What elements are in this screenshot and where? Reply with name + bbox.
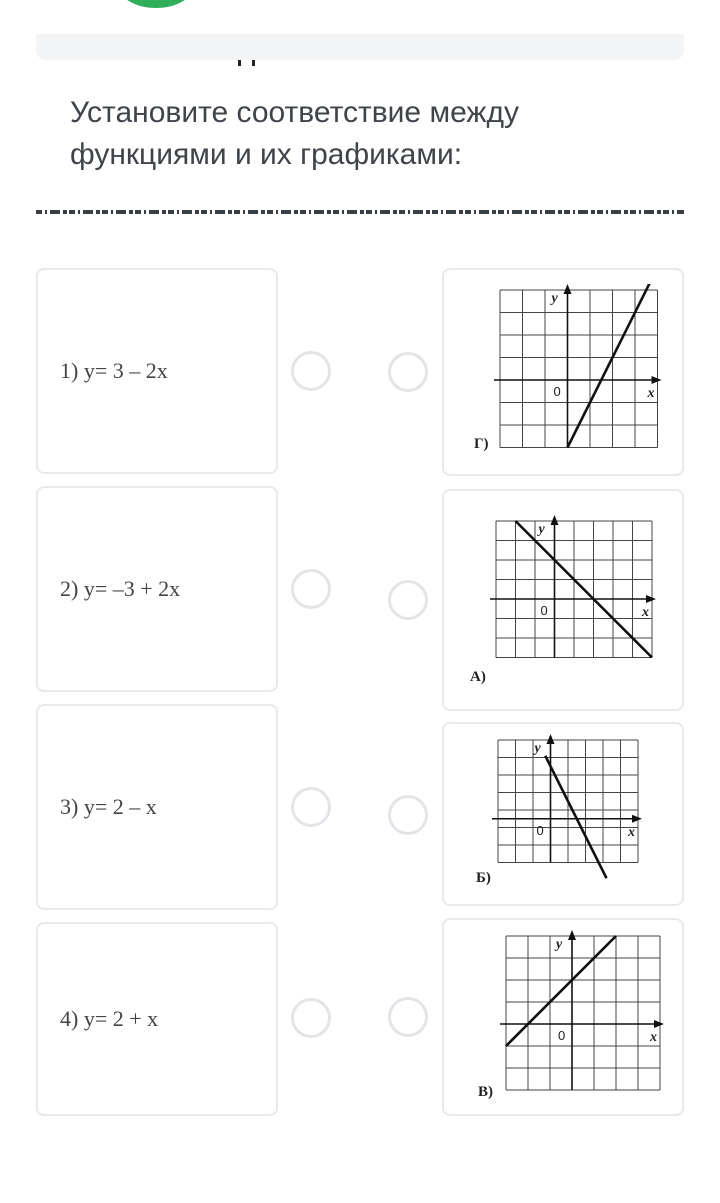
function-4-radio[interactable] [291, 998, 331, 1038]
origin-label: 0 [540, 603, 548, 618]
origin-label: 0 [553, 384, 561, 399]
y-axis-label: y [551, 291, 558, 306]
header-marks-icon [236, 60, 266, 70]
function-card-2[interactable] [36, 486, 278, 692]
graph-letter: Б) [476, 870, 491, 886]
graph-letter: Г) [474, 436, 489, 452]
function-3-radio[interactable] [291, 787, 331, 827]
graph-card-a[interactable] [442, 489, 684, 711]
function-label: 4) y= 2 + x [60, 1006, 159, 1031]
function-2-radio[interactable] [291, 569, 331, 609]
x-axis-label: x [642, 605, 649, 620]
graph-4-radio[interactable] [388, 997, 428, 1037]
graph-a [462, 515, 662, 690]
graph-letter: А) [470, 669, 486, 685]
graph-g [472, 284, 668, 464]
function-label: 1) y= 3 – 2x [60, 358, 168, 383]
graph-3-radio[interactable] [388, 795, 428, 835]
function-card-4[interactable] [36, 922, 278, 1116]
graph-b [470, 734, 666, 894]
graph-card-b[interactable] [442, 722, 684, 906]
dashed-divider [36, 208, 684, 216]
function-card-1[interactable] [36, 268, 278, 474]
avatar [118, 0, 194, 8]
graph-letter: В) [478, 1084, 493, 1100]
origin-label: 0 [558, 1028, 566, 1043]
origin-label: 0 [536, 822, 544, 838]
y-axis-label: y [538, 522, 545, 537]
page-title: Установите соответствие между функциями и их графиками: [70, 96, 519, 171]
y-axis-label: y [534, 741, 541, 756]
function-1-radio[interactable] [291, 351, 331, 391]
x-axis-label: x [650, 1030, 657, 1045]
y-axis-label: y [556, 937, 563, 952]
x-axis-label: x [647, 386, 655, 401]
graph-card-v[interactable] [442, 918, 684, 1116]
function-label: 2) y= –3 + 2x [60, 576, 181, 601]
graph-1-radio[interactable] [388, 352, 428, 392]
graph-v [472, 930, 668, 1110]
function-card-3[interactable] [36, 704, 278, 910]
graph-2-radio[interactable] [388, 580, 428, 620]
graph-card-g[interactable] [442, 268, 684, 476]
question-header-bar [36, 34, 684, 60]
function-label: 3) y= 2 – x [60, 794, 157, 819]
x-axis-label: x [628, 824, 635, 840]
